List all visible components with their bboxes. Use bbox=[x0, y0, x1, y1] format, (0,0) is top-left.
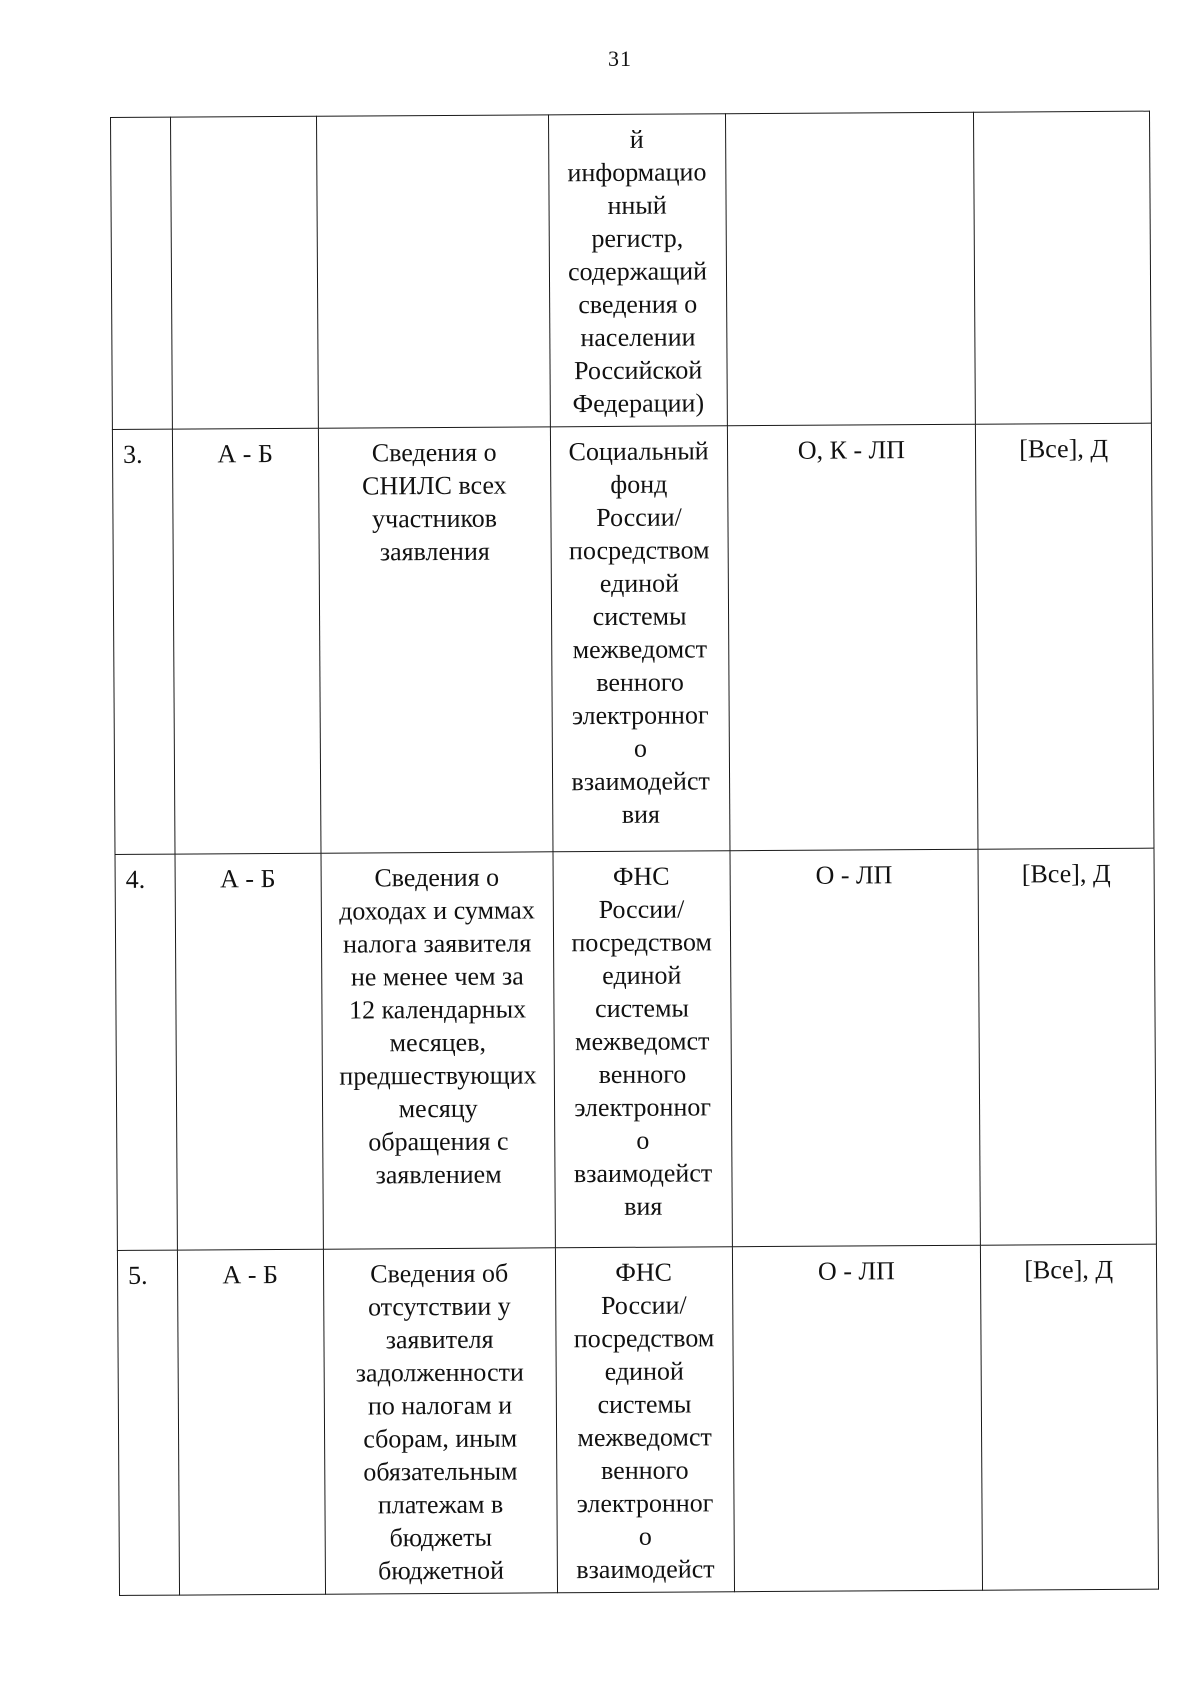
access-cell: [Все], Д bbox=[978, 848, 1156, 1245]
source-line: России/ bbox=[600, 1290, 687, 1321]
information-line: сборам, иным bbox=[363, 1423, 518, 1454]
source-line: венного bbox=[596, 667, 684, 698]
data-table bbox=[110, 111, 1159, 1596]
source-line: взаимодейст bbox=[576, 1554, 715, 1585]
source-line: системы bbox=[597, 1389, 692, 1420]
information-cell bbox=[323, 1248, 557, 1594]
source-line: нный bbox=[607, 190, 667, 220]
information-cell bbox=[316, 115, 550, 428]
source-line: Социальный bbox=[568, 436, 709, 467]
type-code-cell bbox=[170, 116, 318, 429]
source-line: вия bbox=[624, 1191, 663, 1221]
source-line: сведения о bbox=[578, 289, 698, 320]
type-code-cell: А - Б bbox=[175, 853, 323, 1250]
information-line: задолженности bbox=[355, 1357, 524, 1388]
information-line: платежам в bbox=[377, 1489, 504, 1520]
information-line: доходах и суммах bbox=[339, 895, 535, 926]
information-line: месяцев, bbox=[389, 1027, 487, 1058]
source-line: о bbox=[633, 733, 648, 763]
source-line: ФНС bbox=[612, 861, 670, 891]
source-line: системы bbox=[595, 993, 690, 1024]
information-line: заявителя bbox=[385, 1324, 494, 1355]
source-cell bbox=[548, 114, 727, 427]
source-line: электронног bbox=[574, 1092, 712, 1123]
table-row bbox=[117, 1244, 1158, 1595]
source-line: межведомст bbox=[574, 1026, 710, 1057]
information-line: 12 календарных bbox=[348, 994, 527, 1025]
information-line: заявления bbox=[379, 536, 490, 567]
information-cell bbox=[321, 852, 556, 1249]
page-number: 31 bbox=[608, 46, 632, 71]
status-cell bbox=[725, 112, 976, 426]
row-number-cell: 4. bbox=[115, 854, 177, 1250]
information-line: заявлением bbox=[375, 1159, 502, 1190]
source-line: единой bbox=[599, 568, 680, 599]
source-line: ФНС bbox=[615, 1257, 673, 1287]
type-code-cell: А - Б bbox=[172, 428, 320, 854]
status-cell: О - ЛП bbox=[732, 1245, 983, 1592]
information-line: бюджетной bbox=[377, 1555, 505, 1586]
source-line: о bbox=[638, 1521, 652, 1551]
information-line: отсутствии у bbox=[367, 1291, 511, 1322]
source-line: Федерации) bbox=[572, 388, 705, 419]
source-line: России/ bbox=[596, 502, 682, 533]
source-line: венного bbox=[601, 1455, 689, 1486]
source-line: Российской bbox=[573, 355, 703, 386]
access-cell bbox=[974, 111, 1152, 424]
source-line: информацио bbox=[567, 157, 707, 188]
information-line: бюджеты bbox=[389, 1522, 493, 1553]
source-line: посредством bbox=[568, 535, 710, 566]
source-cell bbox=[550, 426, 729, 852]
access-cell: [Все], Д bbox=[976, 423, 1154, 849]
source-line: системы bbox=[592, 601, 687, 632]
source-line: электронног bbox=[571, 700, 709, 731]
source-line: населении bbox=[580, 322, 696, 353]
information-line: обращения с bbox=[368, 1126, 509, 1157]
source-line: взаимодейст bbox=[573, 1158, 713, 1189]
information-cell bbox=[318, 427, 553, 853]
source-line: вия bbox=[621, 799, 661, 829]
source-line: венного bbox=[598, 1059, 687, 1090]
table-row bbox=[115, 848, 1156, 1250]
information-line: по налогам и bbox=[367, 1390, 513, 1421]
row-number-cell: 3. bbox=[112, 429, 174, 854]
information-line: месяцу bbox=[398, 1093, 478, 1124]
information-line: Сведения об bbox=[370, 1258, 509, 1289]
table-row bbox=[112, 423, 1154, 854]
source-cell bbox=[555, 1247, 734, 1593]
source-line: содержащий bbox=[567, 256, 708, 287]
information-line: Сведения о bbox=[371, 437, 497, 468]
source-line: фонд bbox=[610, 469, 668, 499]
table-body bbox=[111, 111, 1159, 1595]
row-number-cell bbox=[111, 117, 173, 429]
information-line: предшествующих bbox=[339, 1060, 537, 1091]
source-line: России/ bbox=[598, 894, 685, 925]
source-line: единой bbox=[604, 1356, 684, 1387]
source-line: й bbox=[629, 124, 644, 154]
status-cell: О - ЛП bbox=[730, 849, 981, 1247]
status-cell: О, К - ЛП bbox=[727, 424, 978, 851]
source-line: электронног bbox=[576, 1488, 714, 1519]
source-line: о bbox=[636, 1125, 650, 1155]
source-line: единой bbox=[602, 960, 682, 991]
information-line: участников bbox=[372, 503, 498, 534]
information-line: обязательным bbox=[363, 1456, 518, 1487]
information-line: СНИЛС всех bbox=[361, 470, 507, 501]
source-line: межведомст bbox=[572, 634, 708, 665]
information-line: не менее чем за bbox=[350, 961, 524, 992]
source-line: взаимодейст bbox=[571, 766, 710, 797]
access-cell: [Все], Д bbox=[981, 1244, 1159, 1590]
source-line: посредством bbox=[573, 1323, 715, 1354]
information-line: налога заявителя bbox=[342, 928, 532, 959]
source-line: межведомст bbox=[577, 1422, 712, 1453]
row-number-cell: 5. bbox=[117, 1250, 179, 1595]
information-line: Сведения о bbox=[374, 862, 500, 893]
table-row bbox=[111, 111, 1152, 429]
type-code-cell: А - Б bbox=[177, 1249, 325, 1595]
source-line: регистр, bbox=[591, 223, 684, 254]
source-line: посредством bbox=[571, 927, 712, 958]
source-cell bbox=[553, 851, 732, 1248]
